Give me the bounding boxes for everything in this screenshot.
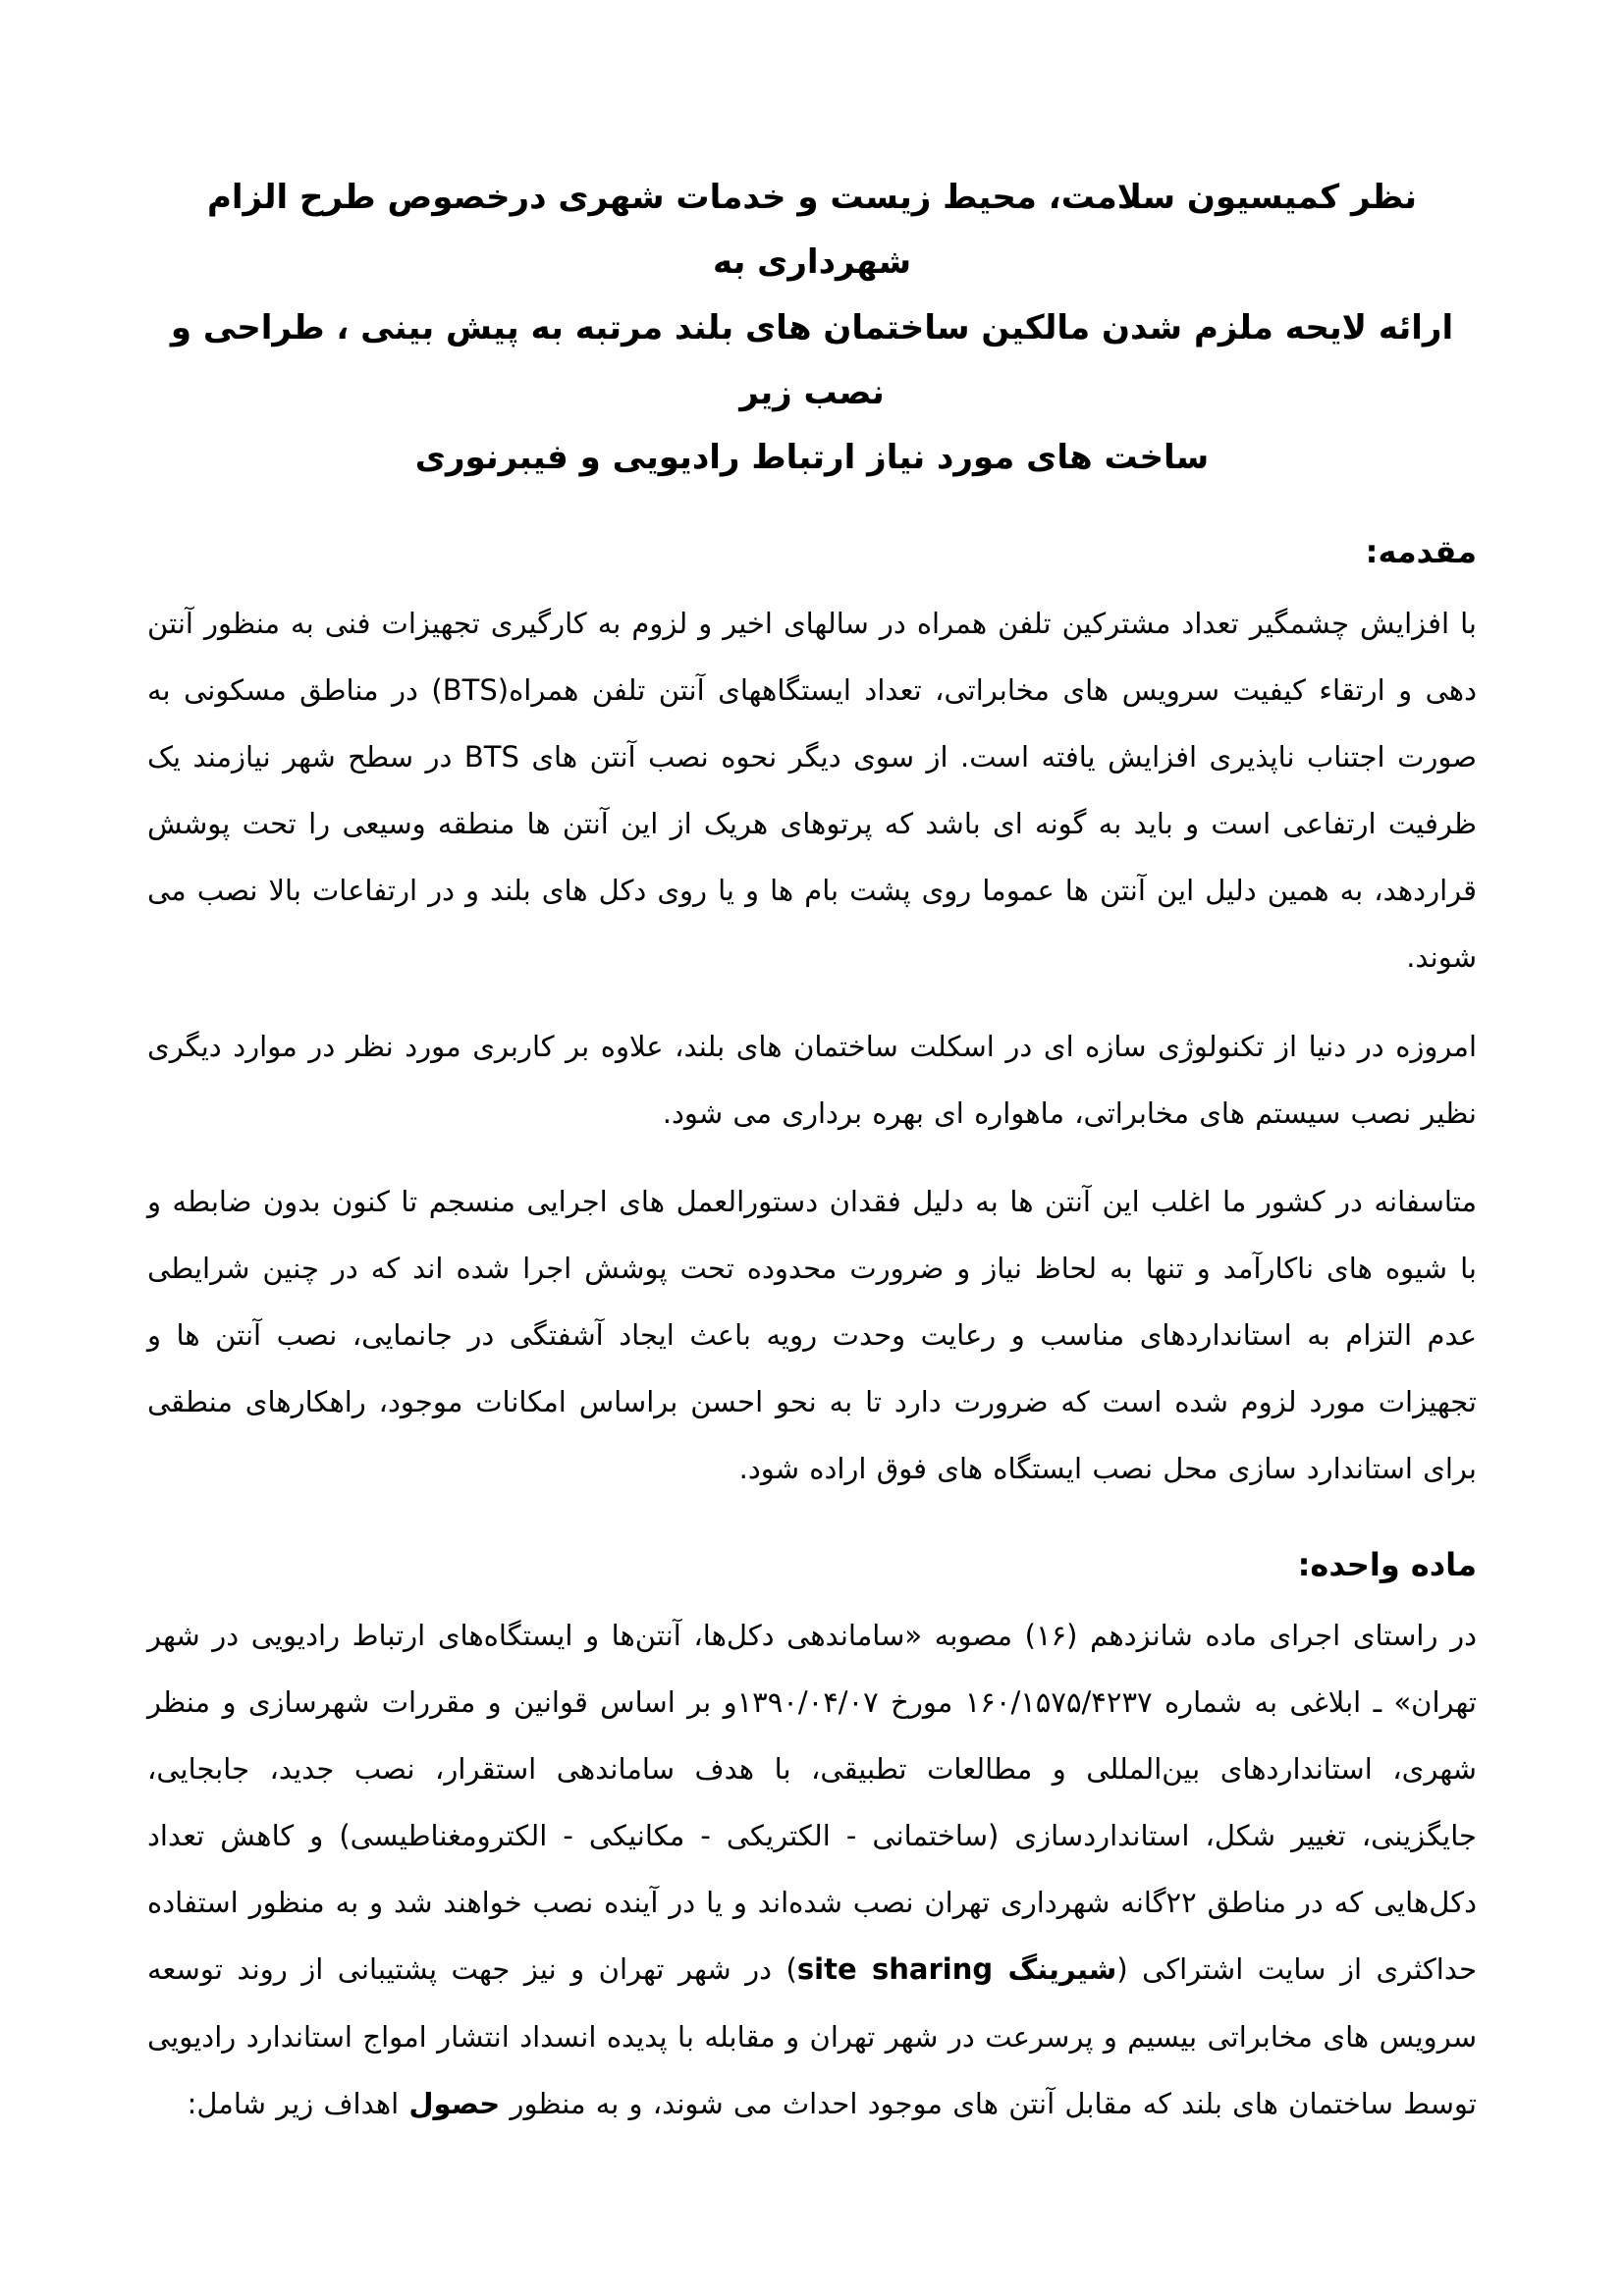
text-run: ) در شهر تهران و نیز جهت پشتیبانی از روند توسعه سرویس های مخابراتی بیسیم و پرسرعت در شهر تهران و مقابله با پدیده انسداد انتشار امواج استاندارد رادیویی توسط ساختمان های بلند که مقابل آنتن های موجود احداث می شوند، و به منظور — [147, 1952, 1477, 2120]
text-run: با افزایش چشمگیر تعداد مشترکین تلفن همراه در سالهای اخیر و لزوم به کارگیری تجهیزات فنی به منظور آنتن دهی و ارتقاء کیفیت سرویس های مخابراتی، تعداد ایستگاههای آنتن تلفن همراه(BTS) در مناطق مسکونی به صورت اجتناب ناپذیری افزایش یافته است. از سوی دیگر نحوه نصب آنتن های BTS در سطح شهر نیازمند یک ظرفیت ارتفاعی است و باید به گونه ای باشد که پرتوهای هریک از این آنتن ها منطقه وسیعی را تحت پوشش قراردهد، به همین دلیل این آنتن ها عموما روی پشت بام ها و یا روی دکل های بلند و در ارتفاعات بالا نصب می شوند. — [147, 606, 1477, 975]
emphasized-text-run: شیرینگ site sharing — [796, 1952, 1117, 1987]
section-introduction — [147, 527, 1477, 1502]
document-title-line: ارائه لایحه ملزم شدن مالکین ساختمان های بلند مرتبه به پیش بینی ، طراحی و نصب زیر — [170, 307, 1454, 412]
emphasized-text-run: حصول — [408, 2086, 501, 2120]
single-article-heading: ماده واحده: — [1297, 1545, 1477, 1583]
document-title-line: نظر کمیسیون سلامت، محیط زیست و خدمات شهری درخصوص طرح الزام شهرداری به — [206, 178, 1417, 283]
section-single-article — [147, 1540, 1477, 2137]
paragraph — [147, 1168, 1477, 1503]
paragraph — [147, 590, 1477, 991]
paragraph — [147, 1602, 1477, 2137]
text-run: اهداف زیر شامل: — [187, 2086, 409, 2120]
introduction-heading: مقدمه: — [1365, 533, 1477, 571]
text-run: متاسفانه در کشور ما اغلب این آنتن ها به دلیل فقدان دستورالعمل های اجرایی منسجم تا کنون بدون ضابطه و با شیوه های ناکارآمد و تنها به لحاظ نیاز و ضرورت محدوده تحت پوشش اجرا شده اند که در چنین شرایطی عدم التزام به استانداردهای مناسب و رعایت وحدت رویه باعث ایجاد آشفتگی در جانمایی، نصب آنتن ها و تجهیزات مورد لزوم شده است که ضرورت دارد تا به نحو احسن براساس امکانات موجود، راهکارهای منطقی برای استاندارد سازی محل نصب ایستگاه های فوق اراده شود. — [147, 1184, 1477, 1486]
document-title-line: ساخت های مورد نیاز ارتباط رادیویی و فیبرنوری — [414, 438, 1210, 478]
paragraph — [147, 1013, 1477, 1147]
document-title — [147, 165, 1477, 490]
text-run: امروزه در دنیا از تکنولوژی سازه ای در اسکلت ساختمان های بلند، علاوه بر کاربری مورد نظر در موارد دیگری نظیر نصب سیستم های مخابراتی، ماهواره ای بهره برداری می شود. — [147, 1029, 1477, 1130]
text-run: در راستای اجرای ماده شانزدهم (۱۶) مصوبه «ساماندهی دکل‌ها، آنتن‌ها و ایستگاه‌های ارتباط رادیویی در شهر تهران» ـ ابلاغی به شماره ۱۶۰/۱۵۷۵/۴۲۳۷ مورخ ۱۳۹۰/۰۴/۰۷و بر اساس قوانین و مقررات شهرسازی و منظر شهری، استانداردهای بین‌المللی و مطالعات تطبیقی، با هدف ساماندهی استقرار، نصب جدید، جابجایی، جایگزینی، تغییر شکل، استانداردسازی (ساختمانی - الکتریکی - مکانیکی - الکترومغناطیسی) و کاهش تعداد دکل‌هایی که در مناطق ۲۲گانه شهرداری تهران نصب شده‌اند و یا در آینده نصب خواهند شد و به منظور استفاده حداکثری از سایت اشتراکی ( — [147, 1618, 1478, 1987]
